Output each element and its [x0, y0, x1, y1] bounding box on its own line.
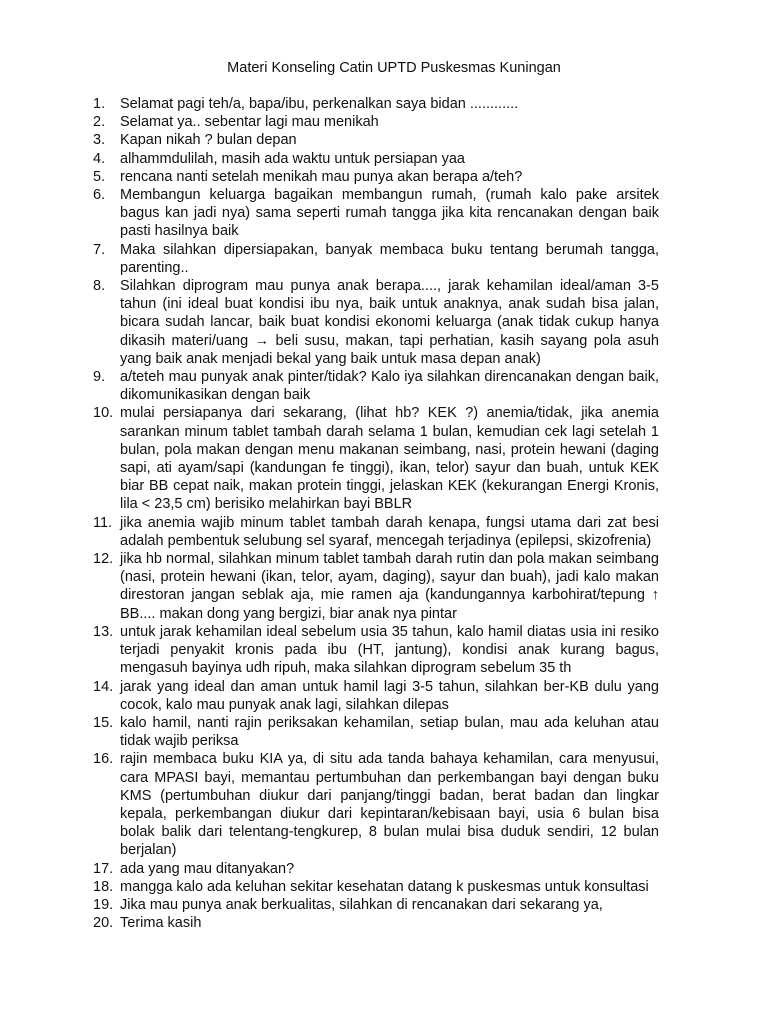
list-item-number: 9.: [93, 369, 106, 386]
list-item-text: rajin membaca buku KIA ya, di situ ada tanda bahaya kehamilan, cara menyusui, cara MPASI bayi, memantau pertumbuhan dan perkembangan bayi dengan buku KMS (pertumbuhan diukur dari panjang/tinggi badan, berat badan dan lingkar kepala, perkembangan diukur dari kepintaran/kebisaan bayi, usia 6 bulan bisa bolak balik dari telentang-tengkurep, 8 bulan mulai bisa duduk sendiri, 12 bulan berjalan): [120, 751, 659, 859]
list-item-text: untuk jarak kehamilan ideal sebelum usia 35 tahun, kalo hamil diatas usia ini resiko terjadi penyakit kronis pada ibu (HT, jantung), kondisi anak kurang bagus, mengasuh bayinya udh ripuh, maka silahkan diprogram sebelum 35 th: [120, 623, 659, 677]
list-item-text: Terima kasih: [120, 915, 202, 932]
list-item: [93, 714, 659, 750]
list-item: [93, 168, 659, 186]
list-item-number: 14.: [93, 678, 114, 695]
list-item-number: 20.: [93, 915, 114, 932]
list-item: [93, 914, 659, 932]
list-item-number: 13.: [93, 623, 114, 640]
list-item-number: 8.: [93, 278, 106, 295]
numbered-list: [93, 95, 659, 932]
list-item-text: Membangun keluarga bagaikan membangun rumah, (rumah kalo pake arsitek bagus kan jadi nya) sama seperti rumah tangga jika kita rencanakan dengan baik pasti hasilnya baik: [120, 187, 659, 240]
list-item: [93, 550, 659, 623]
list-item-number: 10.: [93, 405, 114, 422]
list-item-text: Kapan nikah ? bulan depan: [120, 132, 297, 149]
list-item: [93, 404, 659, 513]
list-item: [93, 623, 659, 678]
list-item-number: 2.: [93, 114, 106, 131]
list-item-text: Jika mau punya anak berkualitas, silahkan di rencanakan dari sekarang ya,: [120, 896, 603, 913]
list-item: [93, 514, 659, 550]
list-item-number: 18.: [93, 878, 114, 895]
list-item-text: kalo hamil, nanti rajin periksakan kehamilan, setiap bulan, mau ada keluhan atau tidak wajib periksa: [120, 714, 659, 750]
list-item-text: ada yang mau ditanyakan?: [120, 860, 295, 877]
list-item-text: Maka silahkan dipersiapakan, banyak membaca buku tentang berumah tangga, parenting..: [120, 241, 659, 276]
list-item: [93, 150, 659, 168]
list-item: [93, 878, 659, 896]
list-item: [93, 277, 659, 368]
list-item-number: 6.: [93, 187, 106, 204]
list-item-text: mulai persiapanya dari sekarang, (lihat hb? KEK ?) anemia/tidak, jika anemia sarankan minum tablet tambah darah selama 1 bulan, kemudian cek lagi setelah 1 bulan, pola makan dengan menu makanan seimbang, nasi, protein hewani (daging sapi, ati ayam/sapi (kandungan fe tinggi), ikan, telor) sayur dan buah, untuk KEK biar BB cepat naik, makan protein tinggi, jelaskan KEK (kekurangan Energi Kronis, lila < 23,5 cm) berisiko melahirkan bayi BBLR: [120, 405, 659, 513]
list-item-text: jika hb normal, silahkan minum tablet tambah darah rutin dan pola makan seimbang (nasi, protein hewani (ikan, telor, ayam, daging), sayur dan buah), jadi kalo makan direstoran jangan seblak aja, mie ramen aja (kandungannya karbohirat/tepung ↑ BB.... makan dong yang bergizi, biar anak nya pintar: [120, 551, 659, 622]
list-item-number: 17.: [93, 860, 114, 877]
list-item: [93, 678, 659, 714]
list-item-text: rencana nanti setelah menikah mau punya akan berapa a/teh?: [120, 168, 523, 185]
list-item: [93, 113, 659, 131]
list-item-text: Selamat pagi teh/a, bapa/ibu, perkenalkan saya bidan ............: [120, 96, 519, 112]
list-item: [93, 860, 659, 878]
list-item-number: 16.: [93, 751, 114, 768]
list-item: [93, 896, 659, 914]
list-item-number: 7.: [93, 241, 106, 258]
list-item-number: 1.: [93, 96, 106, 112]
list-item-text: mangga kalo ada keluhan sekitar kesehatan datang k puskesmas untuk konsultasi: [120, 878, 649, 895]
list-item-text: Silahkan diprogram mau punya anak berapa...., jarak kehamilan ideal/aman 3-5 tahun (ini ideal buat kondisi ibu nya, baik untuk anaknya, anak sudah bisa jalan, bicara sudah lancar, baik buat kondisi ekonomi keluarga (anak tidak cukup hanya dikasih materi/uang → beli susu, makan, tapi perhatian, kasih sayang pola asuh yang baik anak menjadi bekal yang baik untuk masa depan anak): [120, 278, 659, 367]
list-item-number: 12.: [93, 551, 114, 568]
list-item-text: jika anemia wajib minum tablet tambah darah kenapa, fungsi utama dari zat besi adalah pembentuk selubung sel syaraf, mencegah terjadinya (epilepsi, skizofrenia): [120, 514, 659, 549]
list-item-number: 4.: [93, 150, 106, 167]
list-item: [93, 186, 659, 241]
list-item-number: 19.: [93, 896, 114, 913]
page-title: Materi Konseling Catin UPTD Puskesmas Kuningan: [227, 60, 561, 76]
list-item-number: 11.: [93, 514, 113, 531]
list-item: [93, 95, 659, 113]
list-item-text: a/teteh mau punyak anak pinter/tidak? Kalo iya silahkan direncanakan dengan baik, dikomunikasikan dengan baik: [120, 369, 659, 404]
list-item-number: 3.: [93, 132, 106, 149]
list-item-number: 5.: [93, 168, 106, 185]
list-item-text: Selamat ya.. sebentar lagi mau menikah: [120, 114, 379, 131]
list-item-number: 15.: [93, 714, 114, 731]
list-item: [93, 750, 659, 859]
list-item: [93, 241, 659, 277]
list-item-text: jarak yang ideal dan aman untuk hamil lagi 3-5 tahun, silahkan ber-KB dulu yang cocok, kalo mau punyak anak lagi, silahkan dilepas: [120, 678, 659, 713]
list-item-text: alhammdulilah, masih ada waktu untuk persiapan yaa: [120, 150, 465, 167]
list-item: [93, 131, 659, 149]
list-item: [93, 368, 659, 404]
